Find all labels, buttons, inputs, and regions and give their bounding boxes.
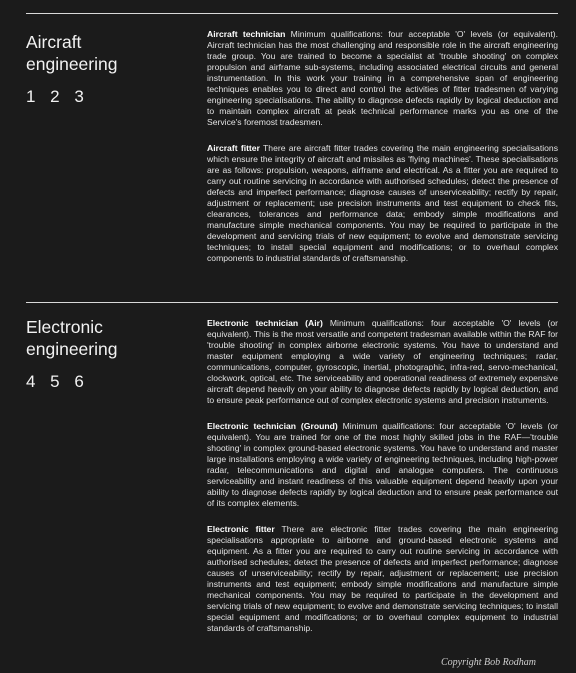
entry-aircraft-fitter	[207, 143, 558, 264]
section-code: 4 5 6	[26, 372, 89, 391]
entry-text: There are electronic fitter trades covering the main engineering specialisations appropriate to airborne and ground-based electronic systems and equipment. As a fitter you are required to carry out routine servicing in accordance with authorised schedules; detect the presence of defects and imperfect performance; diagnose causes of unserviceability; rectify by repair, adjustment or replacement; use precision instruments and test equipment; embody simple modifications and manufacture simple mechanical components. You may be required to participate in the development and servicing trials of new equipment; to evolve and demonstrate servicing techniques; to install special equipment and modifications; or to overhaul complex equipment to industrial standards of craftsmanship.	[207, 524, 558, 633]
entry-term: Electronic technician (Air)	[207, 318, 323, 328]
entry-term: Aircraft fitter	[207, 143, 260, 153]
entry-term: Electronic technician (Ground)	[207, 421, 338, 431]
section-heading-electronic	[26, 316, 117, 393]
entry-text: Minimum qualifications: four acceptable 'O' levels (or equivalent). You are trained for one of the most highly skilled jobs in the RAF—'trouble shooting' in complex ground-based electronic systems. You have to understand and master large installations employing a wide variety of engineering techniques, including high-power radar, telecommunications and digital and analogue computers. The continuous serviceability and instant readiness of this valuable equipment depend heavily upon your ability to diagnose defects rapidly by logical deduction and to ensure peak performance out of its complex elements.	[207, 421, 558, 508]
electronic-section-body	[207, 318, 558, 649]
entry-aircraft-technician	[207, 29, 558, 128]
entry-text: Minimum qualifications: four acceptable 'O' levels (or equivalent). This is the most versatile and competent tradesman available within the RAF for 'trouble shooting' in complex airborne electronic systems. You have to understand and master equipment employing a wide variety of engineering techniques; radar, communications, computer, gyroscopic, inertial, photographic, infra-red, servo-mechanical, clockwork, optical, etc. The serviceability and operational readiness of extremely expensive aircraft depend heavily on your ability to diagnose defects rapidly by logical deduction, and to ensure peak performance out of complex electronic systems and precision instruments.	[207, 318, 558, 405]
section-title-line2: engineering	[26, 339, 118, 359]
section-code: 1 2 3	[26, 87, 89, 106]
section-heading-aircraft	[26, 31, 117, 108]
section-title-line2: engineering	[26, 54, 118, 74]
entry-term: Aircraft technician	[207, 29, 286, 39]
copyright-notice: Copyright Bob Rodham	[441, 657, 536, 668]
section-divider	[26, 302, 558, 303]
entry-electronic-technician-ground	[207, 421, 558, 509]
entry-electronic-fitter	[207, 524, 558, 634]
entry-text: There are aircraft fitter trades covering the main engineering specialisations which ensure the integrity of aircraft and missiles as 'flying machines'. These specialisations are as follows: propulsion, weapons, airframe and electrical. As a fitter you are required to carry out routine servicing in accordance with authorised schedules; detect the presence of defects and imperfect performance; diagnose causes of unserviceability; rectify by repair, adjustment or replacement; use precision instruments and test equipment to check fits, clearances, tolerances and performance data; embody simple modifications and manufacture simple mechanical components. You may be required to participate in the development and servicing trials of new equipment; to evolve and demonstrate servicing techniques; to install special equipment and modifications; or to overhaul complex components to industrial standards of craftsmanship.	[207, 143, 558, 263]
entry-term: Electronic fitter	[207, 524, 275, 534]
entry-text: Minimum qualifications: four acceptable 'O' levels (or equivalent). Aircraft technician has the most challenging and responsible role in the aircraft engineering trade group. You are trained to become a specialist at 'trouble shooting' on complex propulsion and airframe sub-systems, including associated electrical circuits and general instrumentation. In this work your training in a comprehensive span of engineering techniques enables you to direct and control the activities of fitter tradesmen of varying engineering specialisations. The ability to diagnose defects rapidly by logical deduction and to maintain complex aircraft at peak technical performance marks you as one of the Service's foremost tradesmen.	[207, 29, 558, 127]
entry-electronic-technician-air	[207, 318, 558, 406]
aircraft-section-body	[207, 29, 558, 279]
top-divider	[26, 13, 558, 14]
section-title-line1: Electronic	[26, 317, 103, 337]
section-title-line1: Aircraft	[26, 32, 82, 52]
